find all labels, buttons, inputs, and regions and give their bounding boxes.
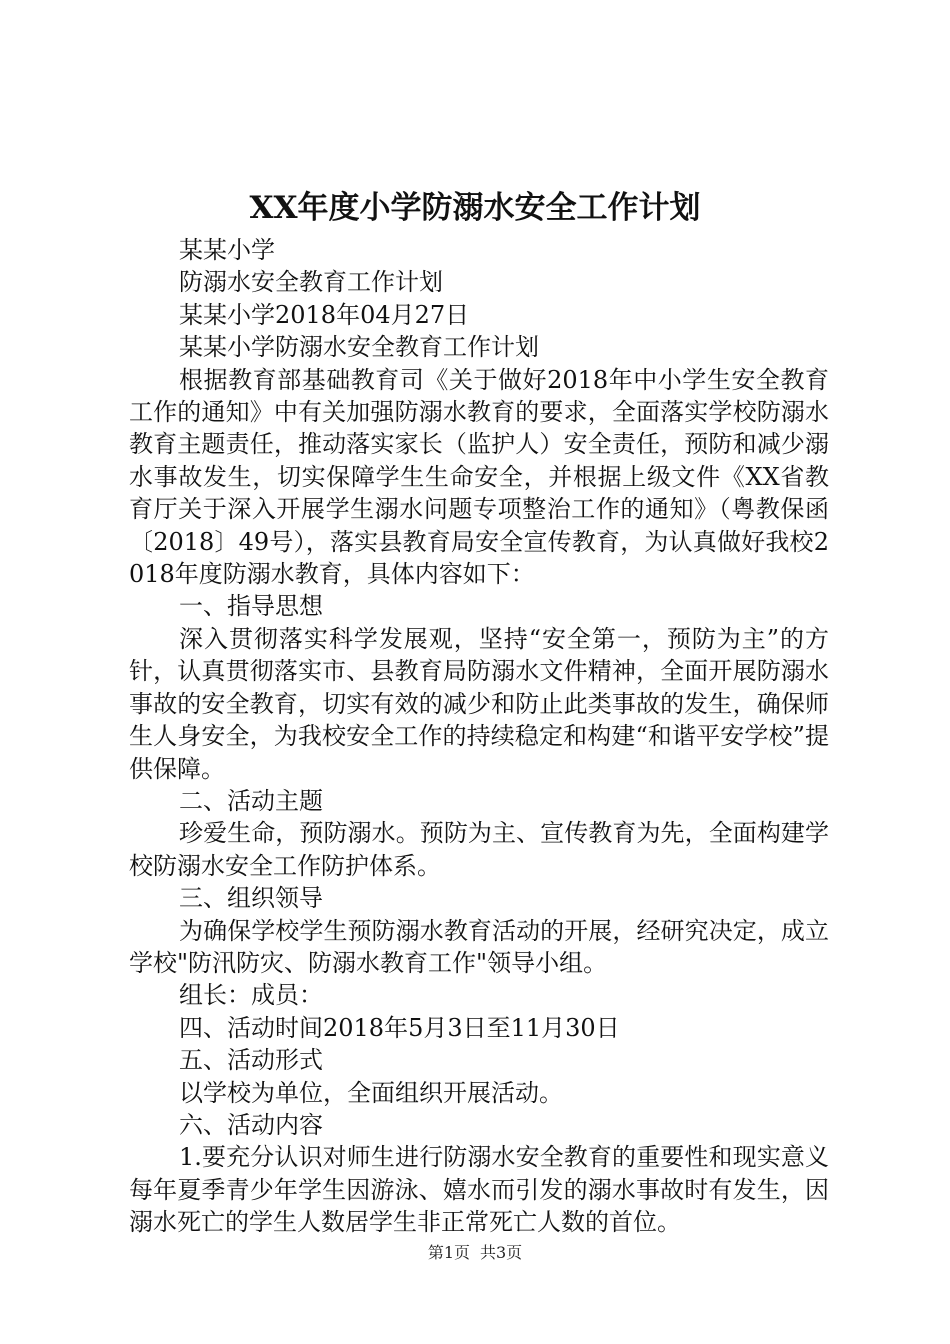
section-heading: 三、组织领导 [179,884,323,913]
paragraph: 珍爱生命，预防溺水。预防为主、宣传教育为先，全面构建学校防溺水安全工作防护体系。 [129,819,829,880]
section-heading: 五、活动形式 [179,1046,323,1075]
paragraph: 为确保学校学生预防溺水教育活动的开展，经研究决定，成立学校"防汛防灾、防溺水教育工作"领导小组。 [129,916,829,977]
section-heading: 四、活动时间2018年5月3日至11月30日 [179,1013,620,1042]
paragraph: 某某小学 [179,236,275,264]
section-heading: 二、活动主题 [179,786,323,815]
paragraph: 深入贯彻落实科学发展观，坚持“安全第一，预防为主”的方针，认真贯彻落实市、县教育局防溺水文件精神，全面开展防溺水事故的安全教育，切实有效的减少和防止此类事故的发生，确保师生人身安全，为我校安全工作的持续稳定和构建“和谐平安学校”提供保障。 [129,624,829,783]
paragraph: 根据教育部基础教育司《关于做好2018年中小学生安全教育工作的通知》中有关加强防溺水教育的要求，全面落实学校防溺水教育主题责任，推动落实家长（监护人）安全责任，预防和减少溺水事故发生，切实保障学生生命安全，并根据上级文件《XX省教育厅关于深入开展学生溺水问题专项整治工作的通知》（粤教保函〔2018〕49号），落实县教育局安全宣传教育，为认真做好我校2018年度防溺水教育，具体内容如下： [129,365,829,589]
section-heading: 一、指导思想 [179,592,323,621]
paragraph: 组长：成员： [179,981,323,1010]
document-body [129,234,829,1239]
paragraph: 1.要充分认识对师生进行防溺水安全教育的重要性和现实意义每年夏季青少年学生因游泳、嬉水而引发的溺水事故时有发生，因溺水死亡的学生人数居学生非正常死亡人数的首位。 [129,1143,829,1237]
page-total: 共3页 [480,1243,523,1262]
page-footer [0,1242,950,1264]
paragraph: 某某小学2018年04月27日 [179,300,470,329]
document-title: XX年度小学防溺水安全工作计划 [249,190,701,226]
paragraph: 以学校为单位，全面组织开展活动。 [179,1078,563,1107]
page-number: 第1页 [427,1243,470,1262]
paragraph: 某某小学防溺水安全教育工作计划 [179,333,539,362]
paragraph: 防溺水安全教育工作计划 [179,268,443,297]
section-heading: 六、活动内容 [179,1110,323,1139]
